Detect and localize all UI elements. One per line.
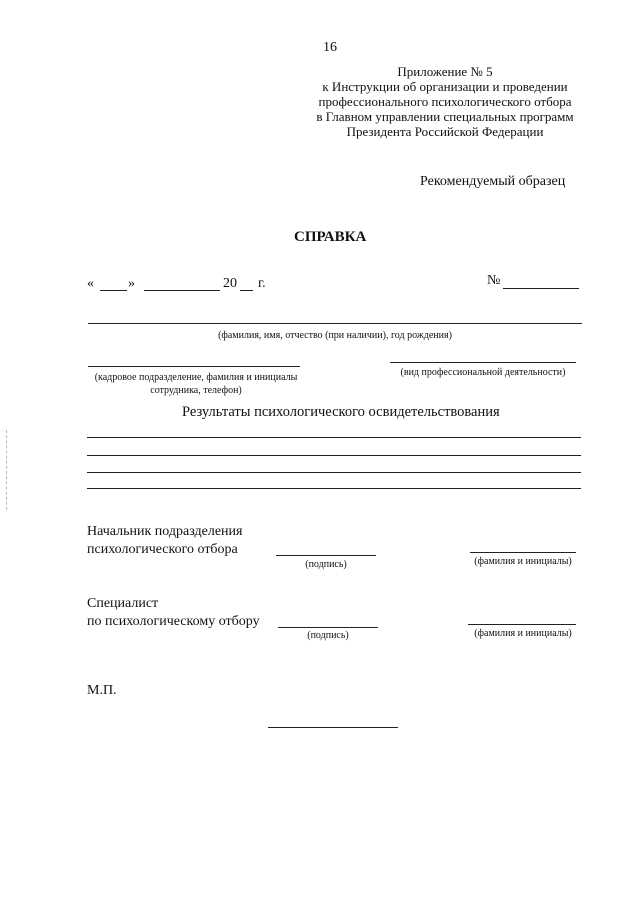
page-number: 16 xyxy=(323,40,337,55)
activity-caption: (вид профессиональной деятельности) xyxy=(400,367,566,378)
specialist-title-line1: Специалист xyxy=(87,596,159,611)
specialist-name-caption: (фамилия и инициалы) xyxy=(474,628,572,639)
head-title-line2: психологического отбора xyxy=(87,542,238,557)
specialist-signature-caption: (подпись) xyxy=(307,630,349,641)
specialist-title-line2: по психологическому отбору xyxy=(87,614,260,629)
bottom-line xyxy=(268,727,398,728)
hr-caption-line1: (кадровое подразделение, фамилия и инициалы xyxy=(94,372,298,383)
activity-blank-line xyxy=(390,362,576,363)
fio-blank-line xyxy=(88,323,582,324)
head-signature-line xyxy=(276,555,376,556)
head-title-line1: Начальник подразделения xyxy=(87,524,243,539)
scan-edge-mark xyxy=(6,430,7,510)
doc-title: СПРАВКА xyxy=(294,229,367,245)
year-suffix: г. xyxy=(258,276,266,291)
results-heading: Результаты психологического освидетельствования xyxy=(182,404,500,420)
number-blank-line xyxy=(503,288,579,289)
results-line-3 xyxy=(87,472,581,473)
month-blank-line xyxy=(144,290,220,291)
head-name-caption: (фамилия и инициалы) xyxy=(474,556,572,567)
appendix-line: Приложение № 5 xyxy=(397,64,493,79)
specialist-name-line xyxy=(468,624,576,625)
appendix-line: к Инструкции об организации и проведении xyxy=(322,79,568,94)
results-line-4 xyxy=(87,488,581,489)
appendix-line: в Главном управлении специальных программ xyxy=(316,109,574,124)
number-sign: № xyxy=(487,273,501,288)
appendix-header xyxy=(300,64,590,139)
year-prefix: 20 xyxy=(223,276,237,291)
appendix-line: Президента Российской Федерации xyxy=(346,124,544,139)
sample-note: Рекомендуемый образец xyxy=(420,174,566,189)
stamp-place: М.П. xyxy=(87,683,117,698)
day-blank-line xyxy=(100,290,127,291)
appendix-line: профессионального психологического отбора xyxy=(318,94,572,109)
date-open-quote: « xyxy=(87,276,94,291)
results-line-2 xyxy=(87,455,581,456)
results-line-1 xyxy=(87,437,581,438)
head-signature-caption: (подпись) xyxy=(305,559,347,570)
hr-caption-line2: сотрудника, телефон) xyxy=(150,385,242,396)
date-close-quote: » xyxy=(128,276,135,291)
fio-caption: (фамилия, имя, отчество (при наличии), год рождения) xyxy=(218,330,452,341)
head-name-line xyxy=(470,552,576,553)
hr-blank-line xyxy=(88,366,300,367)
specialist-signature-line xyxy=(278,627,378,628)
year-blank-line xyxy=(240,290,253,291)
